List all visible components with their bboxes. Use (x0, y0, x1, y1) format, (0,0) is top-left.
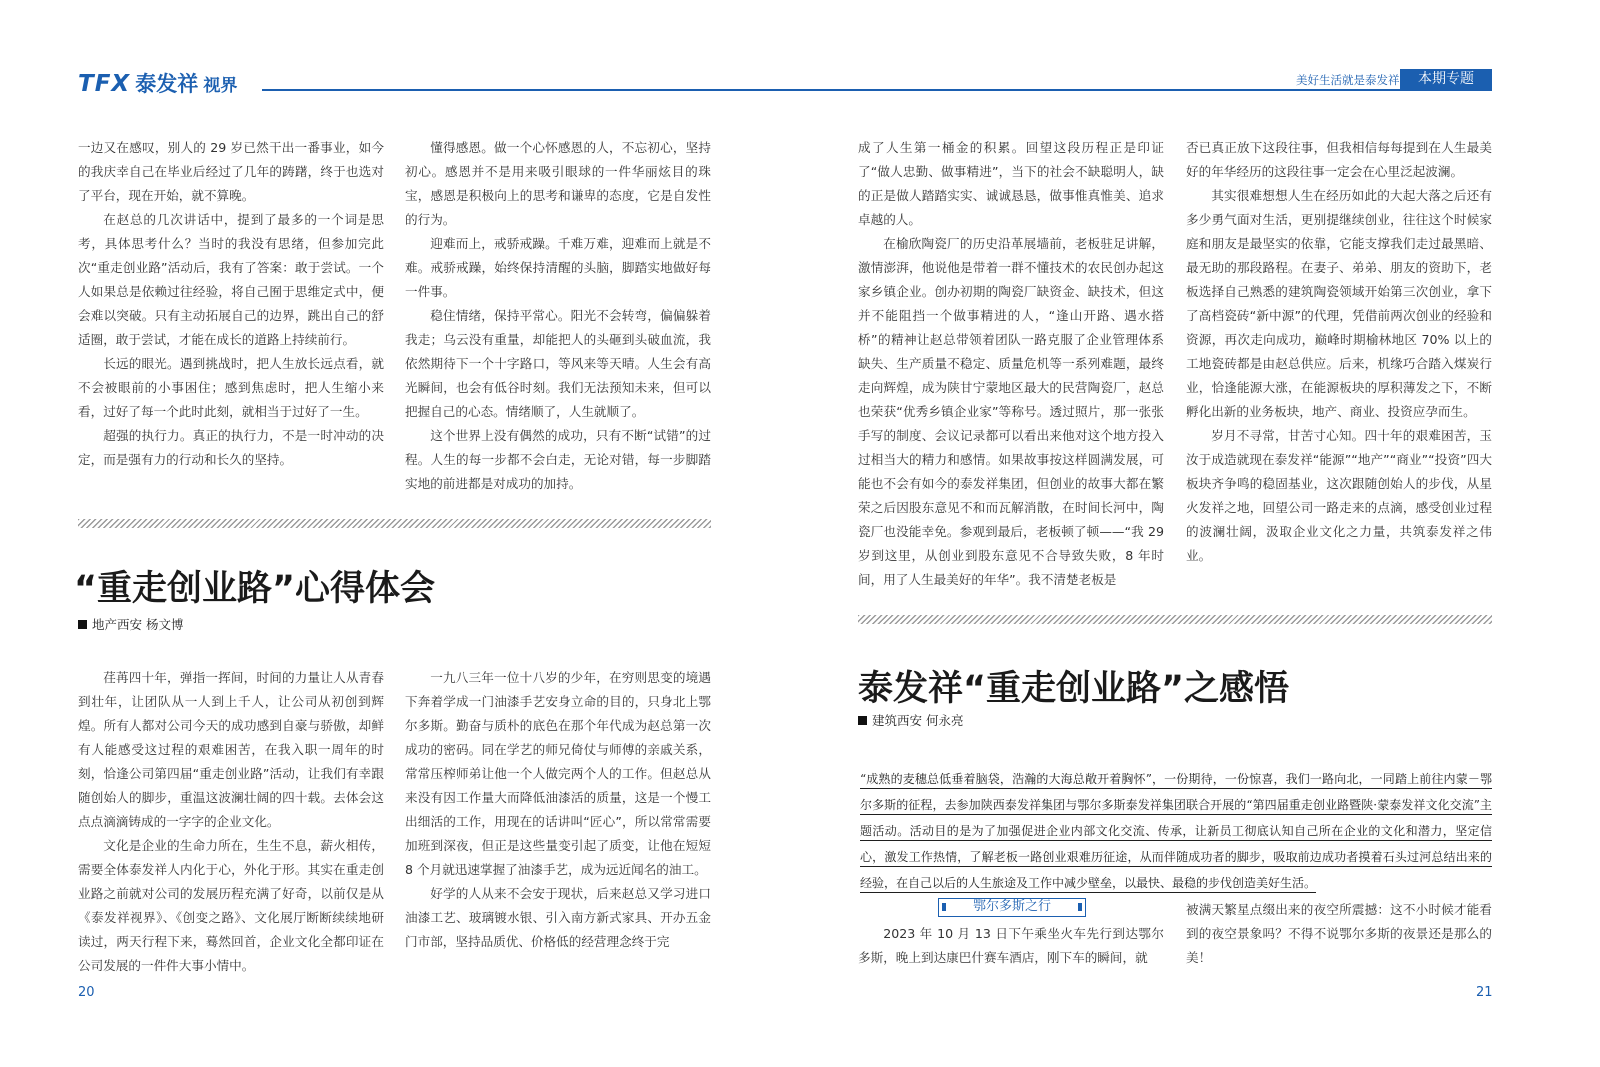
logo-brand: 泰发祥 (135, 72, 199, 96)
logo-suffix: 视界 (203, 76, 238, 96)
header-rule (262, 89, 1492, 91)
article-title-right: 泰发祥“重走创业路”之感悟 (858, 669, 1290, 709)
left-top-column-2 (405, 136, 711, 496)
byline-left (78, 615, 183, 633)
page-number-left: 20 (78, 985, 95, 1000)
byline-square-icon (858, 716, 867, 725)
intro-text: “成熟的麦穗总低垂着脑袋，浩瀚的大海总敞开着胸怀”，一份期待，一份惊喜，我们一路向北，一同踏上前往内蒙－鄂尔多斯的征程，去参加陕西泰发祥集团与鄂尔多斯泰发祥集团联合开展的“第四届重走创业路暨陕·蒙泰发祥文化交流”主题活动。活动目的是为了加强促进企业内部文化交流、传承，让新员工彻底认知自己所在企业的文化和潜力，坚定信心，激发工作热情，了解老板一路创业艰难历征途，从而伴随成功者的脚步，吸取前边成功者摸着石头过河总结出来的经验，在自己以后的人生旅途及工作中减少壁垒，以最快、最稳的步伐创造美好生活。 (860, 772, 1492, 890)
hatched-divider (78, 519, 711, 528)
paragraph: 这个世界上没有偶然的成功，只有不断“试错”的过程。人生的每一步都不会白走，无论对错，每一步脚踏实地的前进都是对成功的加持。 (405, 428, 711, 491)
paragraph: 迎难而上，戒骄戒躁。千难万难，迎难而上就是不难。戒骄戒躁，始终保持清醒的头脑，脚踏实地做好每一件事。 (405, 236, 711, 299)
subhead-ordos-trip: 鄂尔多斯之行 (938, 898, 1086, 917)
left-top-column-1 (78, 136, 384, 472)
right-top-column-1 (858, 136, 1164, 592)
paragraph: 荏苒四十年，弹指一挥间，时间的力量让人从青春到壮年，让团队从一人到上千人，让公司从初创到辉煌。所有人都对公司今天的成功感到自豪与骄傲，却鲜有人能感受这过程的艰难困苦，在我入职一周年的时刻，恰逢公司第四届“重走创业路”活动，让我们有幸跟随创始人的脚步，重温这波澜壮阔的四十载。去体会这点点滴滴铸成的一字字的企业文化。 (78, 670, 384, 829)
paragraph: 被满天繁星点缀出来的夜空所震撼：这不小时候才能看到的夜空景象吗？不得不说鄂尔多斯的夜景还是那么的美！ (1186, 902, 1492, 965)
paragraph: 成了人生第一桶金的积累。回望这段历程正是印证了“做人忠勤、做事精进”，当下的社会不缺聪明人，缺的正是做人踏踏实实、诚诚恳恳，做事惟真惟美、追求卓越的人。 (858, 140, 1164, 227)
byline-text: 建筑西安 何永亮 (872, 713, 964, 728)
paragraph: 懂得感恩。做一个心怀感恩的人，不忘初心，坚持初心。感恩并不是用来吸引眼球的一件华丽炫目的珠宝，感恩是积极向上的思考和谦卑的态度，它是自发性的行为。 (405, 140, 711, 227)
paragraph: 其实很难想想人生在经历如此的大起大落之后还有多少勇气面对生活，更别提继续创业，往往这个时候家庭和朋友是最坚实的依靠，它能支撑我们走过最黑暗、最无助的那段路程。在妻子、弟弟、朋友的资助下，老板选择自己熟悉的建筑陶瓷领域开始第三次创业，拿下了高档瓷砖“新中源”的代理，凭借前两次创业的经验和资源，再次走向成功，巅峰时期榆林地区 70% 以上的工地瓷砖都是由赵总供应。后来，机缘巧合踏入煤炭行业，恰逢能源大涨，在能源板块的厚积薄发之下，不断孵化出新的业务板块，地产、商业、投资应孕而生。 (1186, 188, 1492, 419)
paragraph: 一边又在感叹，别人的 29 岁已然干出一番事业，如今的我庆幸自己在毕业后经过了几年的踌躇，终于也选对了平台，现在开始，就不算晚。 (78, 140, 384, 203)
article-title-left: “重走创业路”心得体会 (74, 569, 436, 609)
page-number-right: 21 (1476, 985, 1493, 1000)
byline-right (858, 711, 963, 729)
section-tag-text: 本期专题 (1418, 71, 1474, 87)
byline-square-icon (78, 620, 87, 629)
paragraph: 稳住情绪，保持平常心。阳光不会转弯，偏偏躲着我走；乌云没有重量，却能把人的头砸到头破血流，我依然期待下一个十字路口，等风来等天晴。人生会有高光瞬间，也会有低谷时刻。我们无法预知未来，但可以把握自己的心态。情绪顺了，人生就顺了。 (405, 308, 711, 419)
paragraph: 岁月不寻常，甘苦寸心知。四十年的艰难困苦，玉汝于成造就现在泰发祥“能源”“地产”“商业”“投资”四大板块齐争鸣的稳固基业，这次跟随创始人的步伐，从星火发祥之地，回望公司一路走来的点滴，感受创业过程的波澜壮阔，汲取企业文化之力量，共筑泰发祥之伟业。 (1186, 428, 1492, 563)
paragraph: 好学的人从来不会安于现状，后来赵总又学习进口油漆工艺、玻璃镀水银、引入南方新式家具、开办五金门市部，坚持品质优、价格低的经营理念终于完 (405, 886, 711, 949)
right-top-column-2 (1186, 136, 1492, 568)
logo-letters: TFX (78, 71, 131, 97)
left-bottom-column-2 (405, 666, 711, 954)
paragraph: 2023 年 10 月 13 日下午乘坐火车先行到达鄂尔多斯，晚上到达康巴什赛车酒店，刚下车的瞬间，就 (858, 926, 1164, 965)
paragraph: 否已真正放下这段往事，但我相信每每提到在人生最美好的年华经历的这段往事一定会在心里泛起波澜。 (1186, 140, 1492, 179)
paragraph: 在榆欣陶瓷厂的历史沿革展墙前，老板驻足讲解，激情澎湃，他说他是带着一群不懂技术的农民创办起这家乡镇企业。创办初期的陶瓷厂缺资金、缺技术，但这并不能阻挡一个做事精进的人，“逢山开路、遇水搭桥”的精神让赵总带领着团队一路克服了企业管理体系缺失、生产质量不稳定、质量危机等一系列难题，最终走向辉煌，成为陕甘宁蒙地区最大的民营陶瓷厂，赵总也荣获“优秀乡镇企业家”等称号。透过照片，那一张张手写的制度、会议记录都可以看出来他对这个地方投入过相当大的精力和感情。如果故事按这样圆满发展，可能也不会有如今的泰发祥集团，但创业的故事大都在繁荣之后因股东意见不和而瓦解消散，在时间长河中，陶瓷厂也没能幸免。参观到最后，老板顿了顿——“我 29 岁到这里，从创业到股东意见不合导致失败，8 年时间，用了人生最美好的年华”。我不清楚老板是 (858, 236, 1164, 587)
paragraph: 在赵总的几次讲话中，提到了最多的一个词是思考，具体思考什么？当时的我没有思绪，但参加完此次“重走创业路”活动后，我有了答案：敢于尝试。一个人如果总是依赖过往经验，将自己囿于思维定式中，便会难以突破。只有主动拓展自己的边界，跳出自己的舒适圈，敢于尝试，才能在成长的道路上持续前行。 (78, 212, 384, 347)
section-tag-banner (1400, 69, 1492, 90)
paragraph: 一九八三年一位十八岁的少年，在穷则思变的境遇下奔着学成一门油漆手艺安身立命的目的，只身北上鄂尔多斯。勤奋与质朴的底色在那个年代成为赵总第一次成功的密码。同在学艺的师兄倚仗与师傅的亲戚关系，常常压榨师弟让他一个人做完两个人的工作。但赵总从来没有因工作量大而降低油漆活的质量，这是一个慢工出细活的工作，用现在的话讲叫“匠心”，所以常常需要加班到深夜，但正是这些量变引起了质变，让他在短短 8 个月就迅速掌握了油漆手艺，成为远近闻名的油工。 (405, 670, 711, 877)
paragraph: 超强的执行力。真正的执行力，不是一时冲动的决定，而是强有力的行动和长久的坚持。 (78, 428, 384, 467)
paragraph: 文化是企业的生命力所在，生生不息，薪火相传，需要全体泰发祥人内化于心，外化于形。其实在重走创业路之前就对公司的发展历程充满了好奇，以前仅是从《泰发祥视界》、《创变之路》、文化展厅断断续续地研读过，两天行程下来，蓦然回首，企业文化全都印证在公司发展的一件件大事小情中。 (78, 838, 384, 973)
article-intro (860, 766, 1492, 896)
right-bottom-column-2 (1186, 898, 1492, 970)
header-slogan: 美好生活就是泰发祥 (1296, 73, 1400, 87)
magazine-logo (78, 68, 238, 97)
hatched-divider (858, 615, 1492, 624)
right-bottom-column-1 (858, 922, 1164, 970)
left-bottom-column-1 (78, 666, 384, 978)
byline-text: 地产西安 杨文博 (92, 617, 184, 632)
paragraph: 长远的眼光。遇到挑战时，把人生放长远点看，就不会被眼前的小事困住；感到焦虑时，把人生缩小来看，过好了每一个此时此刻，就相当于过好了一生。 (78, 356, 384, 419)
